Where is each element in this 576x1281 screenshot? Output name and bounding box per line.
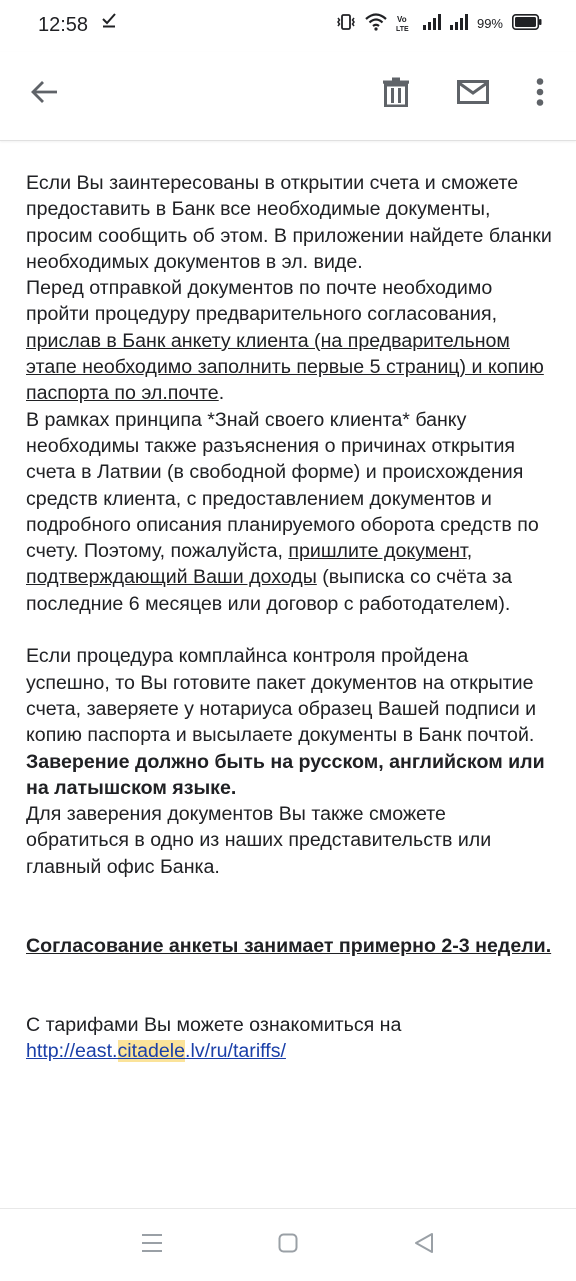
paragraph-kyc: [26, 407, 554, 617]
trash-icon: [383, 77, 409, 112]
pre-approval-end: .: [218, 382, 225, 405]
income-proof-link[interactable]: подтверждающий Ваши доходы: [26, 566, 317, 589]
battery-percent: 99%: [476, 16, 503, 31]
send-document-link[interactable]: пришлите документ: [288, 540, 467, 563]
paragraph-tariffs: С тарифами Вы можете ознакомиться на: [26, 1013, 402, 1036]
status-icons: [336, 13, 542, 34]
mark-unread-button[interactable]: [451, 72, 495, 116]
recents-button[interactable]: [130, 1223, 174, 1267]
vibrate-icon: [336, 13, 356, 34]
arrow-back-icon: [30, 80, 58, 109]
signal-icon-2: [450, 14, 468, 33]
signal-icon-1: [423, 14, 441, 33]
paragraph-pre-approval: [26, 275, 554, 406]
paragraph-language-requirement: Заверение должно быть на русском, английском или на латышском языке.: [26, 750, 545, 799]
status-bar: [0, 0, 576, 52]
system-back-button[interactable]: [402, 1223, 446, 1267]
volte-icon: [396, 14, 414, 34]
svg-text:LTE: LTE: [395, 25, 409, 32]
blank-line: [26, 959, 554, 1012]
status-time: 12:58: [38, 14, 89, 36]
url-part-2: .lv/ru/tariffs: [185, 1039, 281, 1062]
blank-line: [26, 880, 554, 933]
delete-button[interactable]: [374, 72, 418, 116]
home-button[interactable]: [266, 1223, 310, 1267]
paragraph-tariffs-url: [26, 1038, 554, 1064]
square-home-icon: [278, 1233, 298, 1258]
paragraph-offices: Для заверения документов Вы также сможете обратиться в одно из наших представительств или главный офис Банка.: [26, 803, 492, 878]
kyc-text: В рамках принципа *Знай своего клиента* банку необходимы также разъяснения о причинах открытия счета в Латвии (в свободной форме) и происхождения средств клиента, с предоставлением документов и подробного описания планируемого оборота средств по счету. Поэтому, пожалуйста,: [26, 408, 539, 563]
paragraph-approval-time: Согласование анкеты занимает примерно 2-3 недели.: [26, 934, 552, 957]
wifi-icon: [365, 13, 387, 34]
url-trailing-slash[interactable]: /: [280, 1039, 286, 1062]
more-options-button[interactable]: [518, 72, 562, 116]
blank-line: [26, 617, 554, 643]
triangle-back-icon: [414, 1232, 434, 1259]
email-body: [26, 170, 554, 1064]
url-part-1: http://east.: [26, 1039, 118, 1062]
app-bar: [0, 52, 576, 141]
kyc-end: (выписка со счёта за последние 6 месяцев или договор с работодателем).: [26, 566, 512, 615]
pre-approval-text: Перед отправкой документов по почте необходимо пройти процедуру предварительного согласования,: [26, 277, 498, 326]
send-questionnaire-link[interactable]: прислав в Банк анкету клиента (на предварительном этапе необходимо заполнить первые 5 страниц) и копию паспорта по эл.почте: [26, 329, 544, 405]
navigation-bar: [0, 1208, 576, 1281]
mail-icon: [457, 80, 489, 109]
back-button[interactable]: [22, 72, 66, 116]
more-vert-icon: [536, 78, 544, 111]
menu-lines-icon: [141, 1233, 163, 1258]
paragraph-compliance: Если процедура комплайнса контроля пройдена успешно, то Вы готовите пакет документов на открытие счета, заверяете у нотариуса образец Вашей подписи и копию паспорта и высылаете документы в Банк почтой.: [26, 645, 537, 747]
tariffs-url-link[interactable]: [26, 1040, 281, 1062]
paragraph-open-account: Если Вы заинтересованы в открытии счета и сможете предоставить в Банк все необходимые документы, просим сообщить об этом. В приложении найдете бланки необходимых документов в эл. виде.: [26, 172, 552, 273]
kyc-comma: ,: [466, 540, 473, 563]
url-highlight: citadele: [117, 1039, 186, 1062]
check-icon: [102, 12, 116, 33]
svg-text:Vo: Vo: [396, 14, 407, 24]
battery-icon: [512, 14, 542, 33]
